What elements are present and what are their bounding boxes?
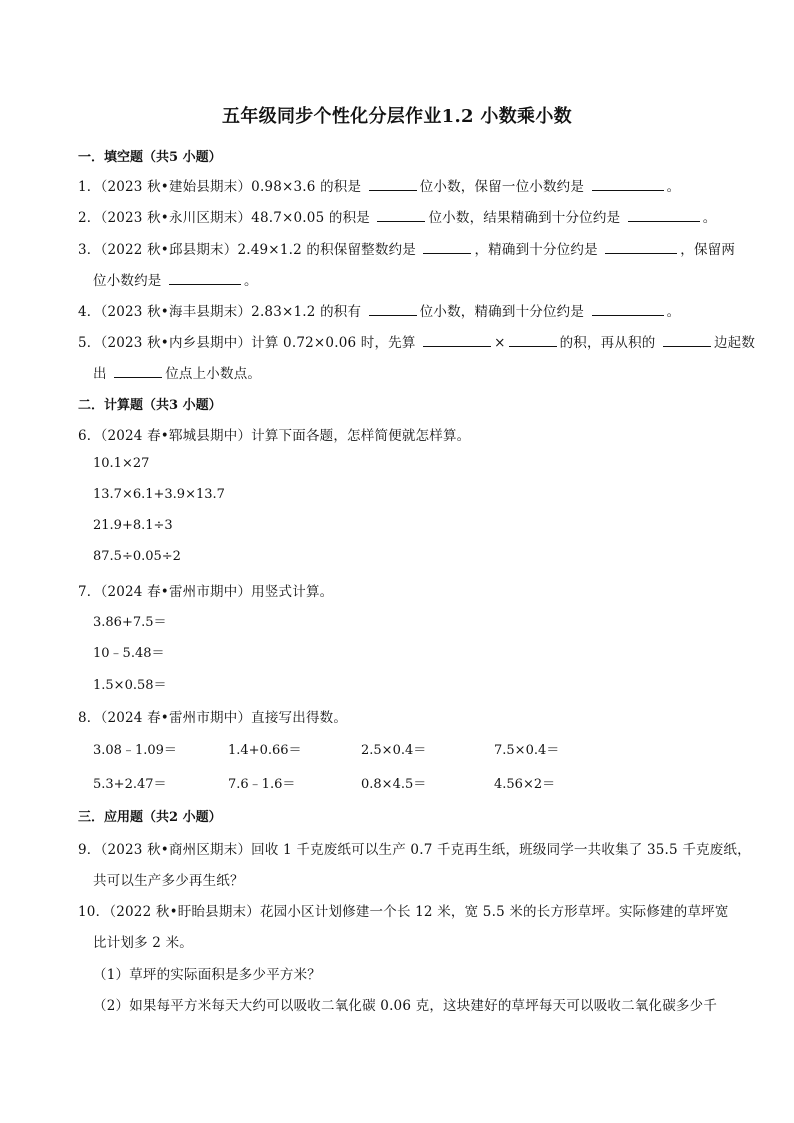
answer-blank[interactable] [628, 208, 700, 222]
expression: 87.5÷0.05÷2 [93, 549, 181, 564]
answer-blank[interactable] [369, 302, 417, 316]
question-10: 10．（2022 秋•盱眙县期末）花园小区计划修建一个长 12 米，宽 5.5 米的长方形草坪。实际修建的草坪宽 [78, 904, 729, 920]
question-10-part-1: （1）草坪的实际面积是多少平方米？ [93, 967, 321, 983]
question-9-continued: 共可以生产多少再生纸？ [93, 873, 244, 889]
question-8: 8．（2024 春•雷州市期中）直接写出得数。 [78, 710, 348, 726]
expression: 10﹣5.48＝ [93, 646, 165, 661]
answer-blank[interactable] [114, 364, 162, 378]
question-10-continued: 比计划多 2 米。 [93, 935, 193, 951]
answer-blank[interactable] [592, 302, 664, 316]
expression: 1.4+0.66＝ [228, 743, 302, 758]
expression: 21.9+8.1÷3 [93, 518, 173, 533]
answer-blank[interactable] [592, 177, 664, 191]
expression: 5.3+2.47＝ [93, 777, 167, 792]
question-5: 5．（2023 秋•内乡县期中）计算 0.72×0.06 时，先算 × 的积，再从积的 边起数 [78, 335, 756, 351]
answer-blank[interactable] [423, 240, 471, 254]
expression: 3.86+7.5＝ [93, 615, 167, 630]
question-1: 1．（2023 秋•建始县期末）0.98×3.6 的积是 位小数，保留一位小数约是 。 [78, 179, 681, 195]
question-6: 6．（2024 春•郓城县期中）计算下面各题，怎样简便就怎样算。 [78, 428, 471, 444]
answer-blank[interactable] [605, 240, 677, 254]
answer-blank[interactable] [423, 333, 491, 347]
answer-blank[interactable] [369, 177, 417, 191]
expression: 0.8×4.5＝ [361, 777, 427, 792]
page-title: 五年级同步个性化分层作业1.2 小数乘小数 [222, 106, 572, 127]
expression: 10.1×27 [93, 456, 150, 471]
answer-blank[interactable] [169, 271, 241, 285]
question-5-continued: 出 位点上小数点。 [93, 366, 262, 382]
section-fill-blank: 一．填空题（共5 小题） [78, 150, 222, 165]
question-4: 4．（2023 秋•海丰县期末）2.83×1.2 的积有 位小数，精确到十分位约是 。 [78, 304, 681, 320]
expression: 1.5×0.58＝ [93, 678, 167, 693]
question-10-part-2: （2）如果每平方米每天大约可以吸收二氧化碳 0.06 克，这块建好的草坪每天可以吸收二氧化碳多少千 [93, 998, 718, 1014]
answer-blank[interactable] [377, 208, 425, 222]
question-2: 2．（2023 秋•永川区期末）48.7×0.05 的积是 位小数，结果精确到十分位约是 。 [78, 210, 717, 226]
answer-blank[interactable] [663, 333, 711, 347]
question-3-continued: 位小数约是 。 [93, 273, 258, 289]
question-7: 7．（2024 春•雷州市期中）用竖式计算。 [78, 584, 334, 600]
answer-blank[interactable] [509, 333, 557, 347]
section-application: 三．应用题（共2 小题） [78, 810, 222, 825]
expression: 7.5×0.4＝ [494, 743, 560, 758]
section-calculation: 二．计算题（共3 小题） [78, 398, 222, 413]
expression: 13.7×6.1+3.9×13.7 [93, 487, 225, 502]
expression: 2.5×0.4＝ [361, 743, 427, 758]
question-9: 9．（2023 秋•商州区期末）回收 1 千克废纸可以生产 0.7 千克再生纸，班级同学一共收集了 35.5 千克废纸， [78, 842, 751, 858]
expression: 7.6﹣1.6＝ [228, 777, 296, 792]
expression: 3.08﹣1.09＝ [93, 743, 177, 758]
question-3: 3．（2022 秋•邱县期末）2.49×1.2 的积保留整数约是 ，精确到十分位约是 ，保留两 [78, 242, 736, 258]
expression: 4.56×2＝ [494, 777, 556, 792]
